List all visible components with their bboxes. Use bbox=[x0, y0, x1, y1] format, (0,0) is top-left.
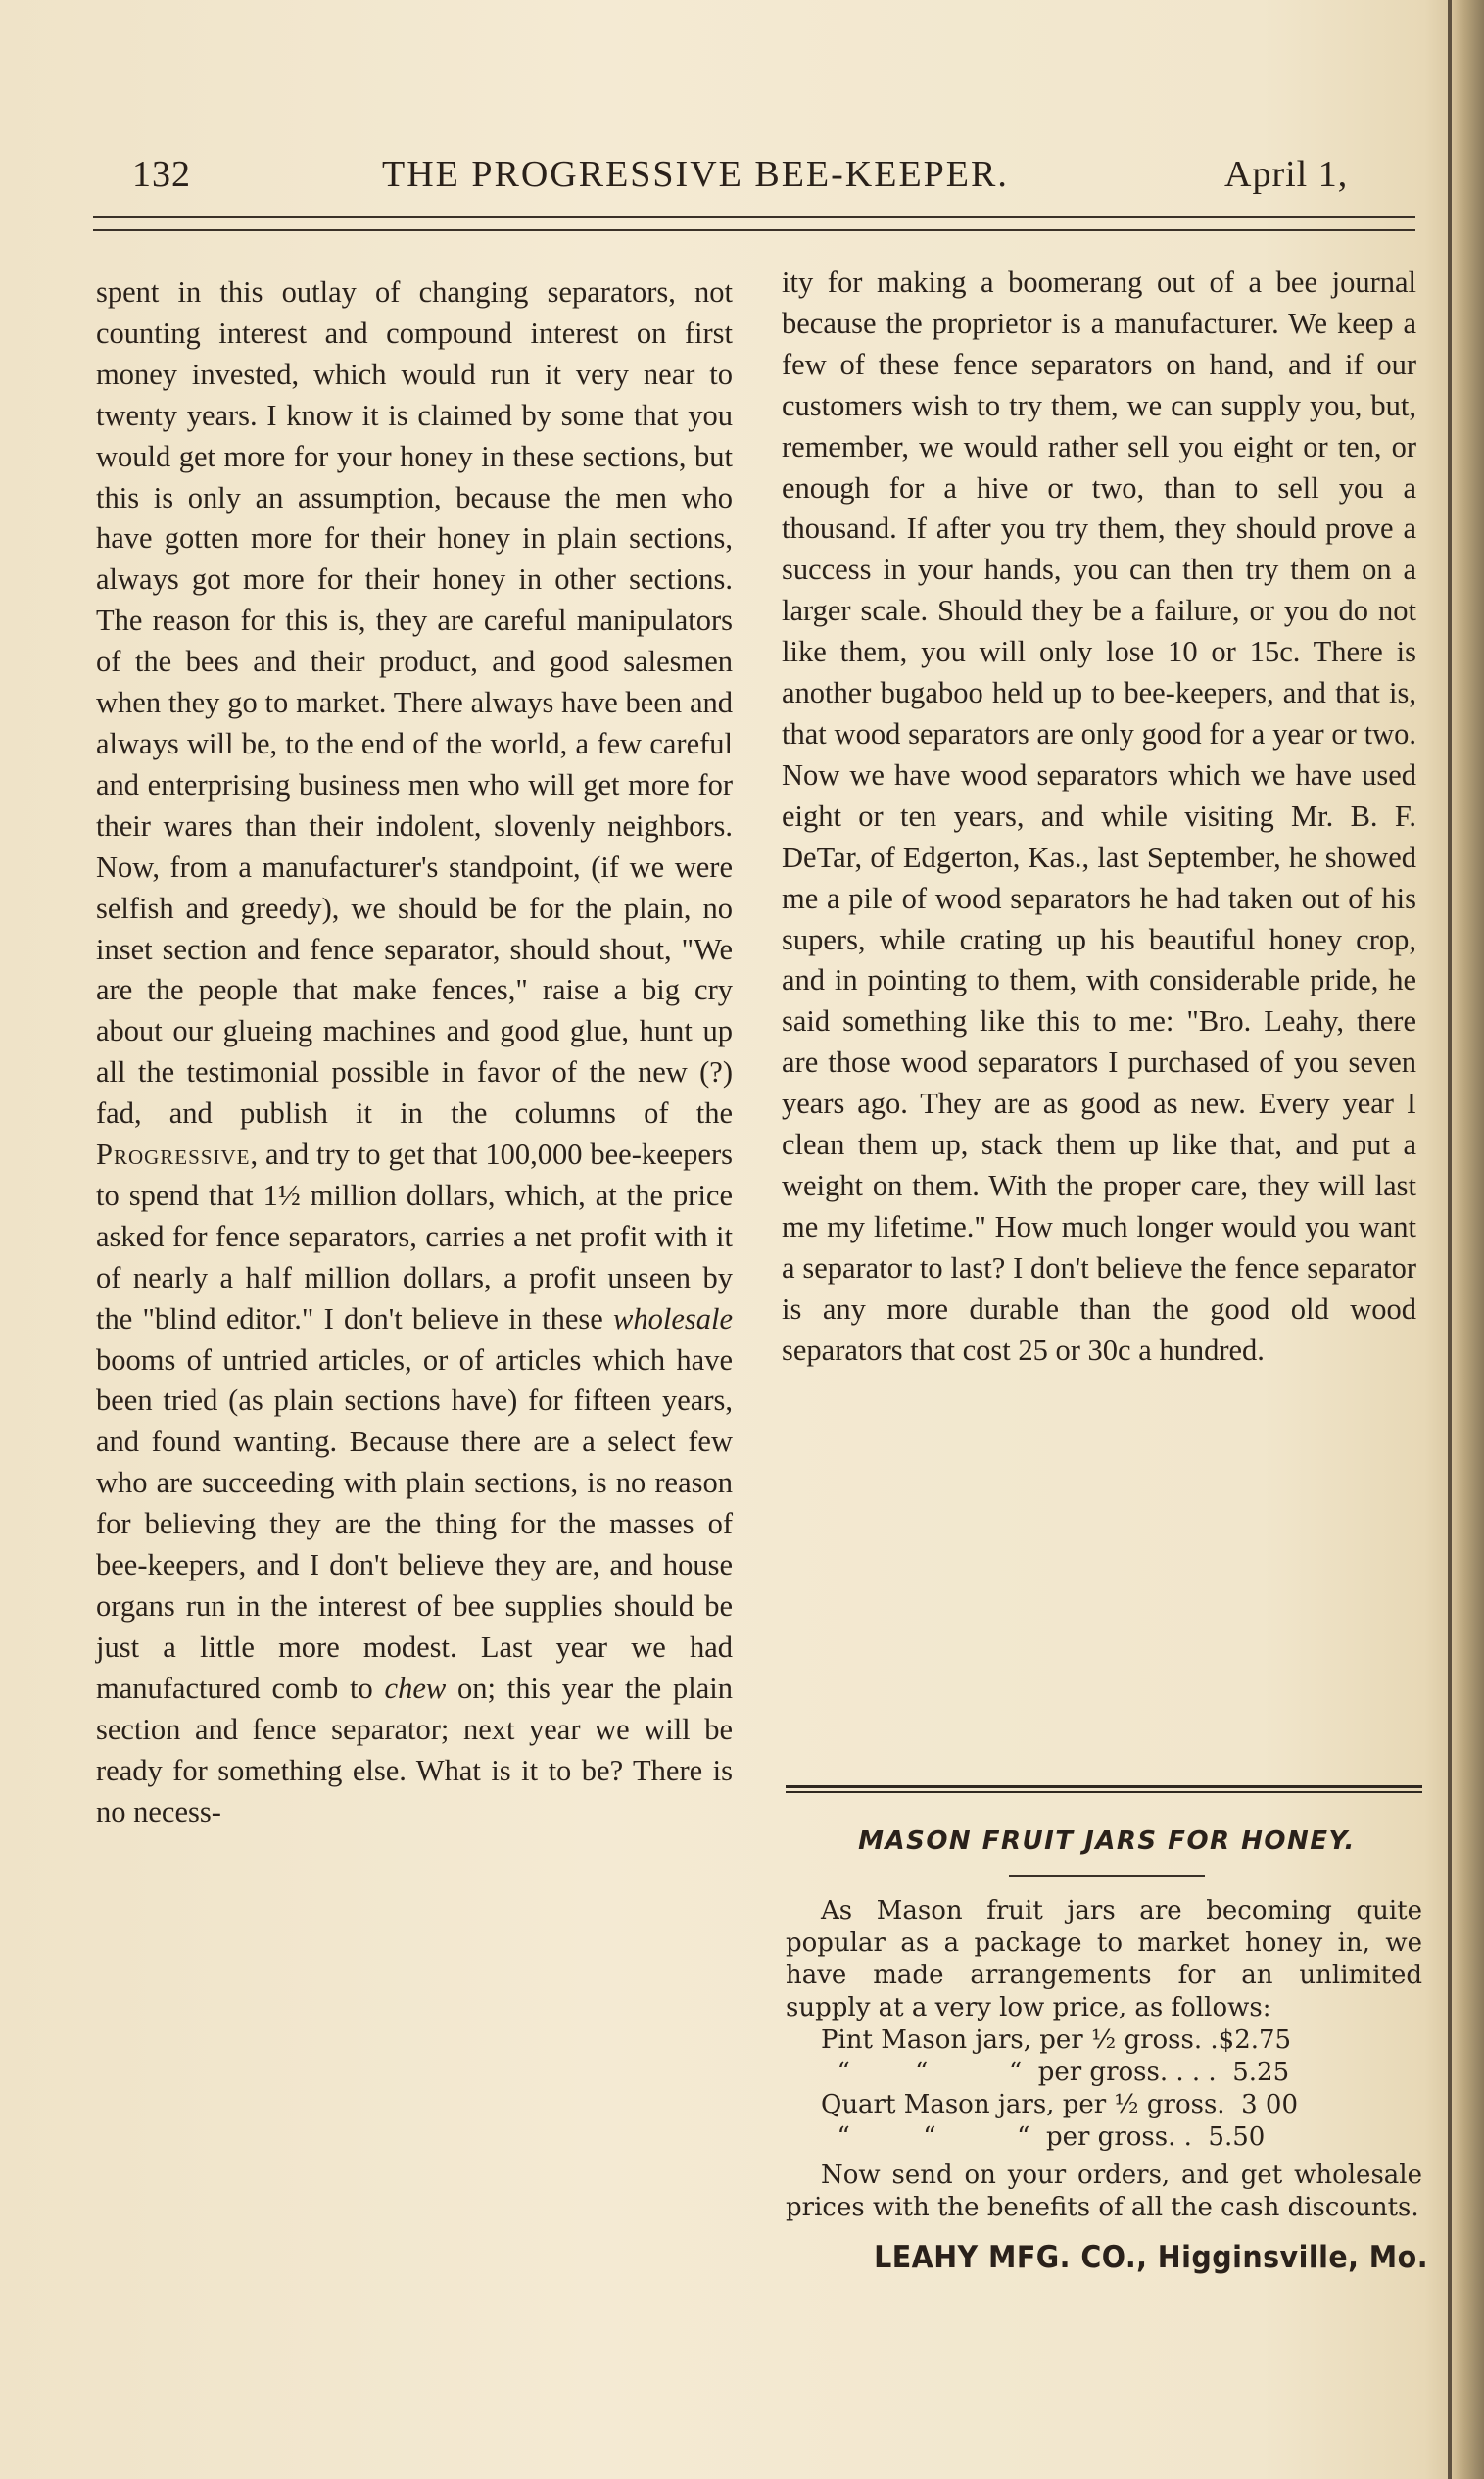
page-number: 132 bbox=[132, 154, 191, 195]
price-row: Pint Mason jars, per ½ gross. .$2.75 bbox=[821, 2025, 1292, 2055]
text-run: , and try to get that 100,000 bee-keepers to spend that 1½ million dollars, which, at the price asked for fence separators, carries a net profit with it of nearly a half million dollars, a profit unseen by the "blind editor." I don't believe in these bbox=[96, 1138, 733, 1336]
header-rule-bottom bbox=[93, 229, 1415, 231]
right-column bbox=[782, 263, 1416, 1371]
text-run: spent in this outlay of changing separators, not counting interest and compound interest on first money invested, which would run it very near to twenty years. I know it is claimed by some that you would get more for your honey in these sections, but this is only an assumption, because the men who have gotten more for their honey in plain sections, always got more for their honey in other sections. The reason for this is, they are careful manipulators of the bees and their product, and good salesmen when they go to market. There always have been and always will be, to the end of the world, a few careful and enterprising business men who will get more for their wares than their indolent, slovenly neighbors. Now, from a manufacturer's standpoint, (if we were selfish and greedy), we should be for the plain, no inset section and fence separator, should shout, "We are the people that make fences," raise a big cry about our glueing machines and good glue, hunt up all the testimonial possible in favor of the new (?) fad, and publish it in the columns of the bbox=[96, 275, 733, 1131]
text-run-italic: wholesale bbox=[613, 1301, 733, 1336]
ad-intro: As Mason fruit jars are becoming quite popular as a package to market honey in, we have made arrangements for an unlimited supply at a very low price, as follows: bbox=[786, 1896, 1422, 2022]
price-row: “ “ “ per gross. . . . 5.25 bbox=[821, 2058, 1290, 2087]
advertisement bbox=[786, 1785, 1428, 2275]
ad-signature: LEAHY MFG. CO., Higginsville, Mo. bbox=[874, 2240, 1428, 2275]
text-run-smallcaps: Progressive bbox=[96, 1138, 251, 1172]
text-run-italic: chew bbox=[384, 1671, 447, 1705]
journal-title: THE PROGRESSIVE BEE-KEEPER. bbox=[382, 154, 1009, 195]
left-column bbox=[96, 272, 733, 1832]
text-run: booms of untried articles, or of articles which have been tried (as plain sections have) for fifteen years, and found wanting. Because there are a select few who are succeeding with plain sections, is no reason for believing they are the thing for the masses of bee-keepers, and I don't believe they are, and house organs run in the interest of bee supplies should be just a little more modest. Last year we had manufactured comb to bbox=[96, 1342, 733, 1705]
ad-outro: Now send on your orders, and get wholesale prices with the benefits of all the cash discounts. bbox=[786, 2161, 1422, 2222]
header-rule-top bbox=[93, 216, 1415, 218]
price-row: “ “ “ per gross. . 5.50 bbox=[821, 2122, 1266, 2152]
book-spine bbox=[1452, 0, 1484, 2479]
price-row: Quart Mason jars, per ½ gross. 3 00 bbox=[821, 2090, 1298, 2119]
text-run: on; this year the plain section and fence separator; next year we will be ready for something else. What is it to be? There is no necess- bbox=[96, 1671, 733, 1828]
article-text-right: ity for making a boomerang out of a bee journal because the proprietor is a manufacturer. We keep a few of these fence separators on hand, and if our customers wish to try them, we can supply you, but, remember, we would rather sell you eight or ten, or enough for a hive or two, than to sell you a thousand. If after you try them, they should prove a success in your hands, you can then try them on a larger scale. Should they be a failure, or you do not like them, you will only lose 10 or 15c. There is another bugaboo held up to bee-keepers, and that is, that wood separators are only good for a year or two. Now we have wood separators which we have used eight or ten years, and while visiting Mr. B. F. DeTar, of Edgerton, Kas., last September, he showed me a pile of wood separators he had taken out of his supers, while crating up his beautiful honey crop, and in pointing to them, with considerable pride, he said something like this to me: "Bro. Leahy, there are those wood separators I purchased of you seven years ago. They are as good as new. Every year I clean them up, stack them up like that, and put a weight on them. With the proper care, they will last me my lifetime." How much longer would you want a separator to last? I don't believe the fence separator is any more durable than the good old wood separators that cost 25 or 30c a hundred. bbox=[782, 266, 1416, 1367]
issue-date: April 1, bbox=[1224, 154, 1349, 195]
ad-rule-top bbox=[786, 1785, 1422, 1788]
ad-divider bbox=[1009, 1875, 1205, 1877]
ad-rule-bottom bbox=[786, 1791, 1422, 1793]
article-text-left bbox=[96, 272, 733, 1832]
ad-title: MASON FRUIT JARS FOR HONEY. bbox=[858, 1826, 1356, 1856]
page-header bbox=[93, 147, 1415, 206]
